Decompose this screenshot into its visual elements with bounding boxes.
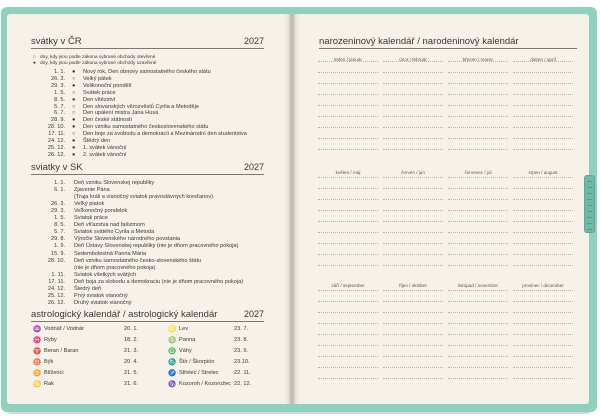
birthday-entry-line[interactable] xyxy=(448,83,508,84)
band-stitch xyxy=(587,211,592,212)
virgo-icon: ♍ xyxy=(168,337,177,344)
birthday-entry-line[interactable] xyxy=(318,221,378,222)
cancer-icon: ♋ xyxy=(33,381,42,388)
sviatok-date: 6. 1. xyxy=(54,187,65,194)
birthday-entry-line[interactable] xyxy=(513,254,573,255)
birthday-calendar-title: narozeninový kalendář / narodeninový kalendár xyxy=(319,36,519,47)
birthday-entry-line[interactable] xyxy=(383,127,443,128)
birthday-entry-line[interactable] xyxy=(513,345,573,346)
aries-icon: ♈ xyxy=(33,348,42,355)
sviatok-date: 29. 8. xyxy=(51,236,65,243)
month-label: září / september xyxy=(331,283,365,288)
birthday-entry-line[interactable] xyxy=(448,210,508,211)
zodiac-date: 22. 12. xyxy=(234,381,252,387)
holiday-date: 25. 12. xyxy=(47,144,65,151)
birthday-entry-line[interactable] xyxy=(318,290,378,291)
zodiac-name: Kozoroh / Kozorožec xyxy=(179,381,231,387)
birthday-entry-line[interactable] xyxy=(513,61,573,62)
birthday-entry-line[interactable] xyxy=(383,105,443,106)
holiday-date: 1. 1. xyxy=(54,69,65,75)
holiday-name: Velký pátek xyxy=(83,75,112,82)
birthday-entry-line[interactable] xyxy=(318,116,378,117)
sagittarius-icon: ♐ xyxy=(168,370,177,377)
sviatok-name: Sedembolestná Panna Mária xyxy=(74,250,147,257)
holiday-date: 29. 3. xyxy=(51,82,65,89)
birthday-entry-line[interactable] xyxy=(318,232,378,233)
birthday-entry-line[interactable] xyxy=(318,138,378,139)
birthday-entry-line[interactable] xyxy=(318,367,378,368)
sviatok-date: 28. 10. xyxy=(47,257,65,264)
birthday-entry-line[interactable] xyxy=(383,149,443,150)
sviatok-name: (Traja králi a vianočný sviatok pravoslávnych kresťanov) xyxy=(74,194,213,201)
sviatok-name: Sviatok svätého Cyrila a Metoda xyxy=(74,229,155,236)
spine xyxy=(289,14,295,404)
birthday-entry-line[interactable] xyxy=(318,301,378,302)
holiday-name: Velikonoční pondělí xyxy=(83,82,132,89)
birthday-entry-line[interactable] xyxy=(383,221,443,222)
holiday-name: 1. svátek vánoční xyxy=(83,144,127,151)
birthday-entry-line[interactable] xyxy=(513,378,573,379)
birthday-entry-line[interactable] xyxy=(383,323,443,324)
birthday-entry-line[interactable] xyxy=(318,94,378,95)
birthday-entry-line[interactable] xyxy=(448,221,508,222)
astro-title-rule xyxy=(31,321,264,322)
month-label: říjen / október xyxy=(398,283,428,288)
legend-text: dny, kdy jsou podle zákona vybrané obchody otevřené xyxy=(40,55,156,60)
sviatok-name: Sviatok práce xyxy=(74,215,108,222)
holiday-name: Štědrý den xyxy=(83,138,111,144)
holiday-date: 26. 3. xyxy=(51,75,65,82)
birthday-entry-line[interactable] xyxy=(318,356,378,357)
sviatok-name: Výročie Slovenského národného povstania xyxy=(74,236,181,243)
holiday-shop-mark: ○ xyxy=(72,103,76,110)
sviatok-date: 15. 9. xyxy=(51,250,65,257)
birthday-entry-line[interactable] xyxy=(383,188,443,189)
sviatok-name: (nie je dňom pracovného pokoja) xyxy=(74,264,156,271)
zodiac-name: Vodnář / Vodnár xyxy=(44,326,85,332)
band-stitch xyxy=(587,223,592,224)
holiday-shop-mark: ○ xyxy=(72,110,76,117)
zodiac-name: Střelec / Strelec xyxy=(179,370,219,376)
birthday-entry-line[interactable] xyxy=(383,345,443,346)
sviatok-date: 1. 5. xyxy=(54,215,65,222)
birthday-entry-line[interactable] xyxy=(318,199,378,200)
legend-mark: ○ xyxy=(33,55,36,60)
birthday-entry-line[interactable] xyxy=(383,356,443,357)
holiday-shop-mark: ● xyxy=(72,138,76,144)
birthday-entry-line[interactable] xyxy=(448,105,508,106)
birthday-entry-line[interactable] xyxy=(383,138,443,139)
birthday-entry-line[interactable] xyxy=(383,210,443,211)
holiday-shop-mark: ● xyxy=(72,69,76,75)
band-stitch xyxy=(587,199,592,200)
holiday-shop-mark: ● xyxy=(72,117,76,124)
holiday-name: Den upálení mistra Jana Husa xyxy=(83,110,159,117)
birthday-entry-line[interactable] xyxy=(448,265,508,266)
birthday-entry-line[interactable] xyxy=(383,177,443,178)
zodiac-date: 23. 8. xyxy=(234,337,248,343)
sviatok-date: 29. 3. xyxy=(51,208,65,215)
month-label: prosinec / december xyxy=(522,283,564,288)
birthday-entry-line[interactable] xyxy=(448,72,508,73)
holiday-name: Nový rok, Den obnovy samostatného českého státu xyxy=(83,69,211,75)
zodiac-name: Ryby xyxy=(44,337,57,343)
sviatok-date: 1. 9. xyxy=(54,243,65,250)
band-stitch xyxy=(587,205,592,206)
holiday-date: 28. 9. xyxy=(51,117,65,124)
birthday-entry-line[interactable] xyxy=(318,254,378,255)
birthday-entry-line[interactable] xyxy=(513,94,573,95)
zodiac-date: 20. 1. xyxy=(124,326,138,332)
holiday-name: Svátek práce xyxy=(83,89,116,96)
taurus-icon: ♉ xyxy=(33,359,42,366)
sviatok-date: 1. 1. xyxy=(54,180,65,186)
holiday-date: 1. 5. xyxy=(54,89,65,96)
birthday-entry-line[interactable] xyxy=(513,149,573,150)
birthday-entry-line[interactable] xyxy=(318,177,378,178)
birthday-entry-line[interactable] xyxy=(383,199,443,200)
band-stitch xyxy=(587,229,592,230)
holiday-date: 17. 11. xyxy=(48,131,65,138)
zodiac-date: 21. 3. xyxy=(124,348,138,354)
birthday-entry-line[interactable] xyxy=(318,378,378,379)
birthday-entry-line[interactable] xyxy=(513,83,573,84)
birthday-entry-line[interactable] xyxy=(318,312,378,313)
birthday-entry-line[interactable] xyxy=(448,254,508,255)
birthday-entry-line[interactable] xyxy=(448,345,508,346)
birthday-entry-line[interactable] xyxy=(318,188,378,189)
birthday-entry-line[interactable] xyxy=(513,127,573,128)
astro-title: astrologický kalendář / astrologický kalendár xyxy=(31,309,218,320)
astro-year: 2027 xyxy=(244,309,265,319)
birthday-entry-line[interactable] xyxy=(318,105,378,106)
birthday-entry-line[interactable] xyxy=(448,177,508,178)
holiday-date: 6. 7. xyxy=(54,110,65,117)
month-label: duben / apríl xyxy=(530,57,556,62)
holiday-shop-mark: ● xyxy=(72,144,76,151)
sviatok-date: 25. 12. xyxy=(47,292,65,299)
birthday-entry-line[interactable] xyxy=(448,301,508,302)
birthday-entry-line[interactable] xyxy=(513,290,573,291)
birthday-entry-line[interactable] xyxy=(448,94,508,95)
pisces-icon: ♓ xyxy=(33,337,42,344)
scorpio-icon: ♏ xyxy=(168,359,177,366)
birthday-entry-line[interactable] xyxy=(318,345,378,346)
birthday-entry-line[interactable] xyxy=(383,116,443,117)
birthday-entry-line[interactable] xyxy=(513,356,573,357)
zodiac-date: 20. 4. xyxy=(124,359,138,365)
birthday-entry-line[interactable] xyxy=(448,149,508,150)
cz-title-rule xyxy=(31,48,264,49)
month-label: únor / február xyxy=(399,57,427,62)
sviatok-name: Deň vzniku Slovenskej republiky xyxy=(74,180,155,186)
birthday-entry-line[interactable] xyxy=(318,334,378,335)
birthday-entry-line[interactable] xyxy=(448,232,508,233)
month-label: květen / máj xyxy=(335,170,361,175)
birthday-entry-line[interactable] xyxy=(448,312,508,313)
sviatok-name: Štedrý deň xyxy=(74,285,102,292)
birthday-entry-line[interactable] xyxy=(513,232,573,233)
birthday-entry-line[interactable] xyxy=(383,72,443,73)
band-stitch xyxy=(587,217,592,218)
birthday-entry-line[interactable] xyxy=(513,105,573,106)
zodiac-date: 18. 2. xyxy=(124,337,138,343)
leo-icon: ♌ xyxy=(168,326,177,333)
sviatok-name: Prvý sviatok vianočný xyxy=(74,292,128,299)
birthday-entry-line[interactable] xyxy=(448,334,508,335)
holiday-name: 2. svátek vánoční xyxy=(83,151,127,158)
holiday-shop-mark: ● xyxy=(72,124,76,131)
month-label: březen / marec xyxy=(462,57,494,62)
holiday-date: 26. 12. xyxy=(47,151,65,158)
zodiac-name: Panna xyxy=(179,337,196,343)
birthday-entry-line[interactable] xyxy=(383,378,443,379)
birthday-entry-line[interactable] xyxy=(383,367,443,368)
legend-mark: ● xyxy=(33,61,36,66)
zodiac-date: 21. 6. xyxy=(124,381,138,387)
sviatok-date: 26. 3. xyxy=(51,201,65,208)
holiday-name: Den boje za svobodu a demokracii a Mezinárodní den studentstva xyxy=(83,131,247,138)
libra-icon: ♎ xyxy=(168,348,177,355)
sviatok-date: 5. 7. xyxy=(54,229,65,236)
gemini-icon: ♊ xyxy=(33,370,42,377)
month-label: srpen / august xyxy=(528,170,558,175)
holiday-shop-mark: ○ xyxy=(72,131,76,138)
birthday-entry-line[interactable] xyxy=(383,265,443,266)
birthday-entry-line[interactable] xyxy=(318,83,378,84)
holiday-date: 28. 10. xyxy=(47,124,65,131)
band-stitch xyxy=(587,181,592,182)
birthday-entry-line[interactable] xyxy=(383,83,443,84)
birthday-entry-line[interactable] xyxy=(448,243,508,244)
sviatok-date: 26. 12. xyxy=(47,299,65,306)
zodiac-name: Lev xyxy=(179,326,189,332)
aquarius-icon: ♒ xyxy=(33,326,42,333)
birthday-entry-line[interactable] xyxy=(383,290,443,291)
birthday-entry-line[interactable] xyxy=(448,367,508,368)
zodiac-name: Beran / Baran xyxy=(44,348,79,354)
zodiac-date: 23. 9. xyxy=(234,348,248,354)
birthday-entry-line[interactable] xyxy=(383,334,443,335)
birthday-entry-line[interactable] xyxy=(318,323,378,324)
birthday-entry-line[interactable] xyxy=(383,243,443,244)
birthday-entry-line[interactable] xyxy=(448,116,508,117)
birthday-entry-line[interactable] xyxy=(513,312,573,313)
birthday-entry-line[interactable] xyxy=(513,221,573,222)
sk-year: 2027 xyxy=(244,162,265,172)
cz-year: 2027 xyxy=(244,36,265,46)
sk-title-rule xyxy=(31,174,264,175)
birthday-entry-line[interactable] xyxy=(383,254,443,255)
birthday-entry-line[interactable] xyxy=(448,61,508,62)
birthday-entry-line[interactable] xyxy=(383,301,443,302)
holiday-date: 5. 7. xyxy=(54,103,65,110)
birthday-entry-line[interactable] xyxy=(318,127,378,128)
zodiac-date: 21. 5. xyxy=(124,370,138,376)
zodiac-date: 23.10. xyxy=(234,359,250,365)
birthday-entry-line[interactable] xyxy=(448,138,508,139)
month-label: listopad / november xyxy=(457,283,499,288)
sviatok-date: 8. 5. xyxy=(54,222,65,229)
zodiac-name: Blíženci xyxy=(44,370,64,376)
holiday-name: Den slovanských věrozvěstů Cyrila a Metoděje xyxy=(83,103,199,110)
birthday-entry-line[interactable] xyxy=(513,243,573,244)
month-label: leden / január xyxy=(334,57,362,62)
birthday-entry-line[interactable] xyxy=(513,334,573,335)
birthday-entry-line[interactable] xyxy=(383,312,443,313)
birthday-entry-line[interactable] xyxy=(318,61,378,62)
holiday-date: 24. 12. xyxy=(47,138,65,144)
sviatok-name: Druhý sviatok vianočný xyxy=(74,299,132,306)
birthday-entry-line[interactable] xyxy=(318,243,378,244)
birthday-entry-line[interactable] xyxy=(448,199,508,200)
birthday-entry-line[interactable] xyxy=(318,149,378,150)
birthday-entry-line[interactable] xyxy=(448,323,508,324)
holiday-shop-mark: ● xyxy=(72,82,76,89)
cz-title: svátky v ČR xyxy=(31,36,82,47)
zodiac-name: Býk xyxy=(44,359,54,365)
birthday-entry-line[interactable] xyxy=(513,177,573,178)
sviatok-date: 1. 11. xyxy=(51,271,65,278)
zodiac-date: 23. 7. xyxy=(234,326,248,332)
birthday-entry-line[interactable] xyxy=(448,378,508,379)
birthday-entry-line[interactable] xyxy=(318,265,378,266)
birthday-entry-line[interactable] xyxy=(448,188,508,189)
birthday-entry-line[interactable] xyxy=(318,72,378,73)
birthday-entry-line[interactable] xyxy=(513,210,573,211)
birthday-entry-line[interactable] xyxy=(383,232,443,233)
holiday-shop-mark: ○ xyxy=(72,89,76,96)
birthday-entry-line[interactable] xyxy=(448,290,508,291)
holiday-date: 8. 5. xyxy=(54,96,65,103)
birthday-entry-line[interactable] xyxy=(513,199,573,200)
birthday-entry-line[interactable] xyxy=(448,127,508,128)
birthday-entry-line[interactable] xyxy=(513,265,573,266)
capricorn-icon: ♑ xyxy=(168,381,177,388)
holiday-shop-mark: ● xyxy=(72,151,76,158)
holiday-name: Den české státnosti xyxy=(83,117,132,124)
birthday-entry-line[interactable] xyxy=(513,72,573,73)
birthday-entry-line[interactable] xyxy=(513,138,573,139)
sviatok-name: Deň Ústavy Slovenskej republiky (nie je dňom pracovného pokoja) xyxy=(74,243,239,250)
holiday-name: Den vzniku samostatného československého státu xyxy=(83,124,209,131)
sviatok-name: Deň boja za slobodu a demokraciu (nie je dňom pracovného pokoja) xyxy=(74,278,244,285)
zodiac-name: Rak xyxy=(44,381,54,387)
month-label: červenec / júl xyxy=(464,170,492,175)
birthday-entry-line[interactable] xyxy=(383,94,443,95)
sviatok-name: Sviatok všetkých svätých xyxy=(74,271,137,278)
month-label: červen / jún xyxy=(401,170,425,175)
sviatok-name: Veľký piatok xyxy=(74,201,105,208)
zodiac-date: 22. 11. xyxy=(234,370,251,376)
sviatok-name: Zjavenie Pána xyxy=(74,187,110,194)
birthday-entry-line[interactable] xyxy=(383,61,443,62)
birthday-entry-line[interactable] xyxy=(513,323,573,324)
birthday-entry-line[interactable] xyxy=(448,356,508,357)
band-stitch xyxy=(587,187,592,188)
band-stitch xyxy=(587,193,592,194)
holiday-shop-mark: ○ xyxy=(72,75,76,82)
birthday-entry-line[interactable] xyxy=(513,188,573,189)
sviatok-date: 24. 12. xyxy=(47,285,65,292)
sviatok-name: Veľkonočný pondelok xyxy=(74,208,128,215)
birthday-entry-line[interactable] xyxy=(513,301,573,302)
zodiac-name: Váhy xyxy=(179,348,192,354)
sviatok-name: Deň víťazstva nad fašizmom xyxy=(74,222,145,229)
legend-text: dny, kdy jsou podle zákona vybrané obchody uzavřené xyxy=(40,61,157,66)
birthday-entry-line[interactable] xyxy=(513,367,573,368)
sviatok-date: 17. 11. xyxy=(48,278,65,285)
sviatok-name: Deň vzniku samostatného česko-slovenského štátu xyxy=(74,257,202,264)
holiday-name: Den vítězství xyxy=(83,96,116,103)
birthday-title-rule xyxy=(319,48,577,49)
birthday-entry-line[interactable] xyxy=(513,116,573,117)
zodiac-name: Štír / Škorpión xyxy=(179,359,215,365)
birthday-entry-line[interactable] xyxy=(318,210,378,211)
sk-title: sviatky v SK xyxy=(31,162,83,173)
holiday-shop-mark: ● xyxy=(72,96,76,103)
